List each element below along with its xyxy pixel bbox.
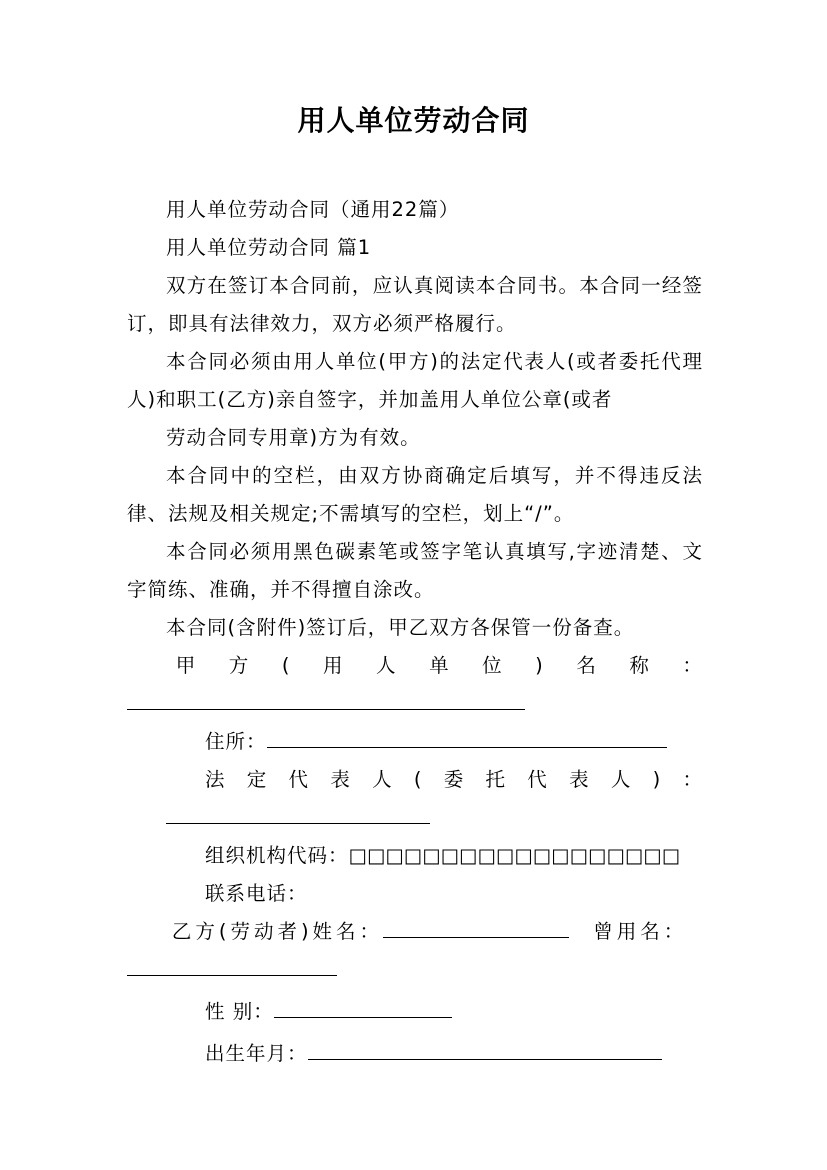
paragraph-2-continued: 劳动合同专用章)方为有效。 [166,426,421,449]
document-title: 用人单位劳动合同 [297,104,530,137]
party-b-name-field[interactable] [383,915,569,938]
address-label: 住所： [205,730,267,753]
birth-row [127,1035,703,1073]
paragraph-5: 本合同(含附件)签订后，甲乙双方各保管一份备查。 [166,616,635,639]
document-body [127,191,703,1073]
legal-rep-label: 法定代表人(委托代表人)： [205,768,703,791]
birth-field[interactable] [308,1037,662,1060]
paragraph-3: 本合同中的空栏，由双方协商确定后填写，并不得违反法律、法规及相关规定;不需填写的空栏，划上“/”。 [127,464,703,525]
org-code-row [127,837,703,875]
subtitle: 用人单位劳动合同（通用22篇） [166,198,460,221]
blank-line[interactable] [127,687,525,710]
legal-rep-field[interactable] [166,801,430,824]
gender-label: 性 别： [205,1000,274,1023]
address-field[interactable] [267,725,667,748]
section-heading: 用人单位劳动合同 篇1 [166,236,372,259]
former-name-field[interactable] [127,953,337,976]
paragraph-1: 双方在签订本合同前，应认真阅读本合同书。本合同一经签订，即具有法律效力，双方必须严格履行。 [127,274,703,335]
gender-field[interactable] [274,995,452,1018]
phone-row [127,875,703,913]
party-b-label: 乙方(劳动者)姓名： [171,920,384,943]
legal-rep-row [127,761,703,837]
org-code-label: 组织机构代码： [205,844,349,867]
birth-label: 出生年月： [205,1042,308,1065]
former-name-label: 曾用名： [593,920,688,943]
gender-row [127,993,703,1031]
org-code-boxes[interactable]: □□□□□□□□□□□□□□□□□□ [348,844,681,867]
address-row [127,723,703,761]
party-a-name-field[interactable] [127,685,703,723]
party-b-row [127,913,703,951]
paragraph-4: 本合同必须用黑色碳素笔或签字笔认真填写,字迹清楚、文字简练、准确，并不得擅自涂改。 [127,540,703,601]
party-a-label: 甲 方 ( 用 人 单 位 ) 名 称 ： [175,654,703,677]
phone-label: 联系电话： [205,882,308,905]
paragraph-2: 本合同必须由用人单位(甲方)的法定代表人(或者委托代理人)和职工(乙方)亲自签字，并加盖用人单位公章(或者 [127,350,703,411]
former-name-field-row[interactable] [127,951,703,989]
